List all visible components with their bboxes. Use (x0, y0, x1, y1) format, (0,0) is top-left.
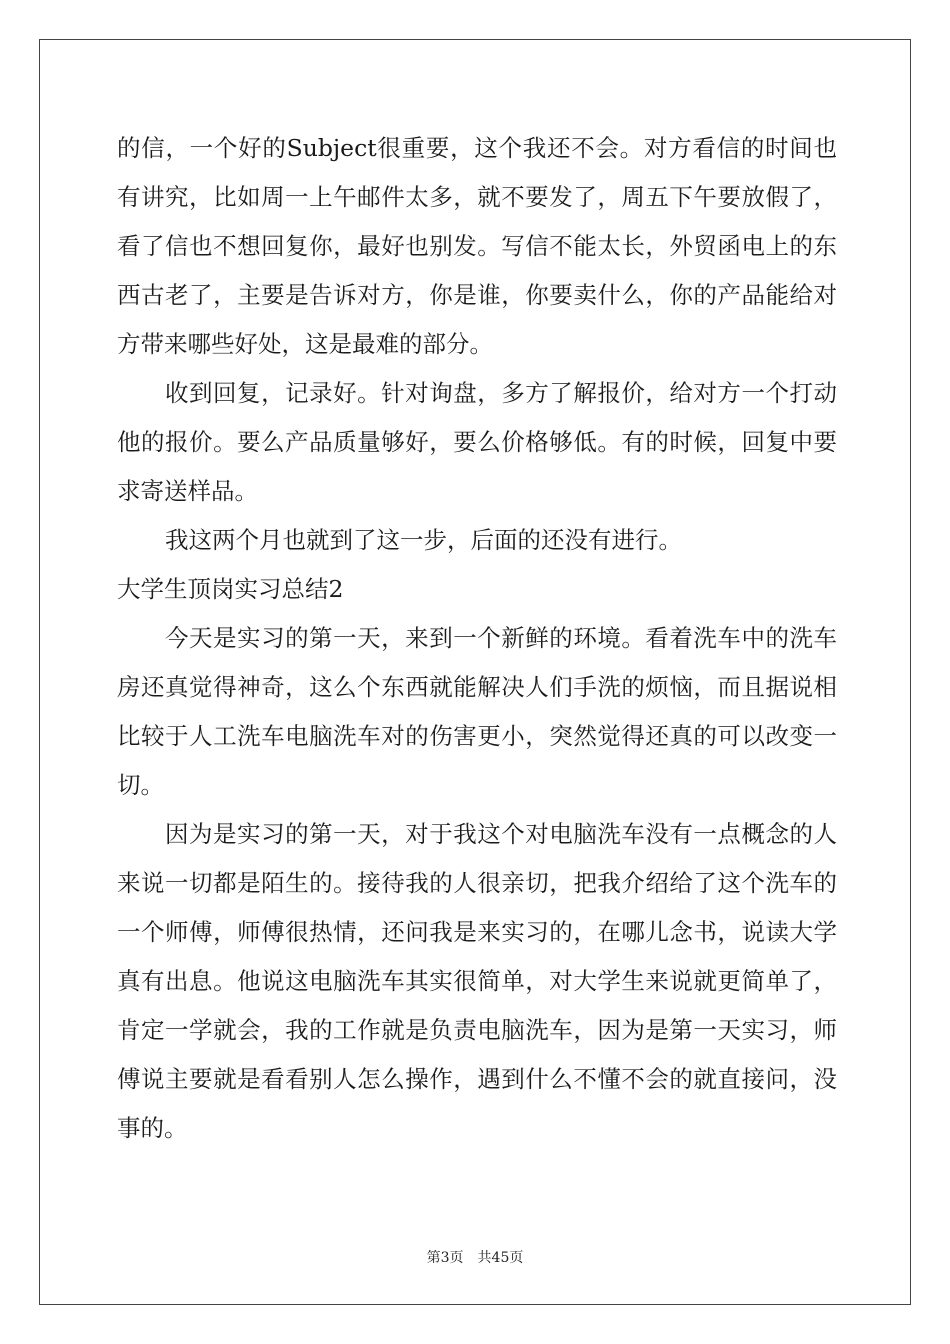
text-line: 看了信也不想回复你，最好也别发。写信不能太长，外贸函电上的东 (117, 232, 837, 260)
text-line: 肯定一学就会，我的工作就是负责电脑洗车，因为是第一天实习，师 (117, 1016, 837, 1044)
document-body (117, 124, 837, 1153)
text-line: 大学生顶岗实习总结2 (117, 575, 344, 603)
text-line: 一个师傅，师傅很热情，还问我是来实习的，在哪儿念书，说读大学 (117, 918, 837, 946)
text-line: 求寄送样品。 (117, 477, 258, 505)
page-total: 共45页 (477, 1250, 524, 1266)
text-line: 西古老了，主要是告诉对方，你是谁，你要卖什么，你的产品能给对 (117, 281, 837, 309)
text-line: 比较于人工洗车电脑洗车对的伤害更小，突然觉得还真的可以改变一 (117, 722, 837, 750)
paragraph-first-line: 今天是实习的第一天，来到一个新鲜的环境。看着洗车中的洗车 (165, 624, 837, 652)
text-line: 有讲究，比如周一上午邮件太多，就不要发了，周五下午要放假了， (117, 183, 837, 211)
page-number: 第3页 (426, 1250, 464, 1266)
text-line: 傅说主要就是看看别人怎么操作，遇到什么不懂不会的就直接问，没 (117, 1065, 837, 1093)
text-line: 房还真觉得神奇，这么个东西就能解决人们手洗的烦恼，而且据说相 (117, 673, 837, 701)
text-line: 切。 (117, 771, 164, 799)
paragraph-first-line: 因为是实习的第一天，对于我这个对电脑洗车没有一点概念的人 (165, 820, 837, 848)
text-line: 方带来哪些好处，这是最难的部分。 (117, 330, 493, 358)
paragraph-first-line: 收到回复，记录好。针对询盘，多方了解报价，给对方一个打动 (165, 379, 837, 407)
text-line: 事的。 (117, 1114, 188, 1142)
text-line: 来说一切都是陌生的。接待我的人很亲切，把我介绍给了这个洗车的 (117, 869, 837, 897)
paragraph-first-line: 我这两个月也就到了这一步，后面的还没有进行。 (165, 526, 682, 554)
text-line: 的信，一个好的Subject很重要，这个我还不会。对方看信的时间也 (117, 134, 837, 162)
text-line: 真有出息。他说这电脑洗车其实很简单，对大学生来说就更简单了， (117, 967, 837, 995)
page-footer (0, 1247, 950, 1267)
text-line: 他的报价。要么产品质量够好，要么价格够低。有的时候，回复中要 (117, 428, 837, 456)
